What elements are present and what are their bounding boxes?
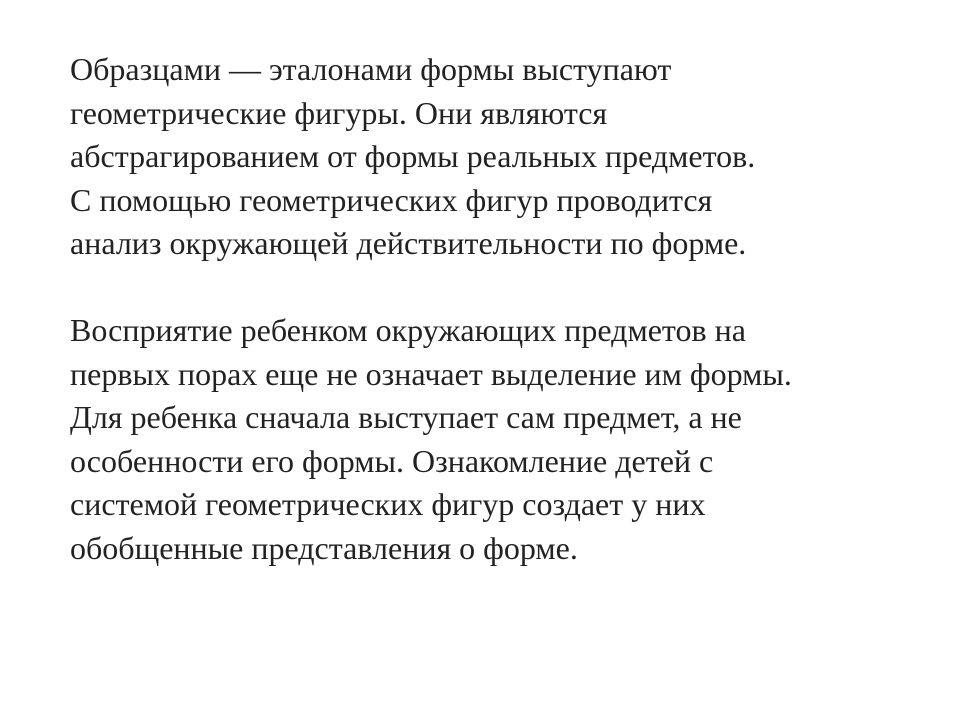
paragraph-line: Для ребенка сначала выступает сам предмет, а не [70,399,742,435]
paragraph-line: системой геометрических фигур создает у них [70,486,706,522]
paragraph-1 [70,48,930,266]
paragraph-line: Образцами — эталонами формы выступают [70,51,672,87]
paragraph-line: геометрические фигуры. Они являются [70,94,608,131]
paragraph-2 [70,309,930,570]
paragraph-line: первых порах еще не означает выделение им формы. [70,355,792,392]
paragraph-line: особенности его формы. Ознакомление детей с [70,442,714,479]
paragraph-line: анализ окружающей действительности по форме. [70,225,747,261]
slide-text [70,48,930,570]
paragraph-line: С помощью геометрических фигур проводится [70,181,713,218]
paragraph-line: обобщенные представления о форме. [70,529,578,566]
paragraph-line: абстрагированием от формы реальных предметов. [70,138,756,174]
paragraph-line: Восприятие ребенком окружающих предметов на [70,312,746,348]
